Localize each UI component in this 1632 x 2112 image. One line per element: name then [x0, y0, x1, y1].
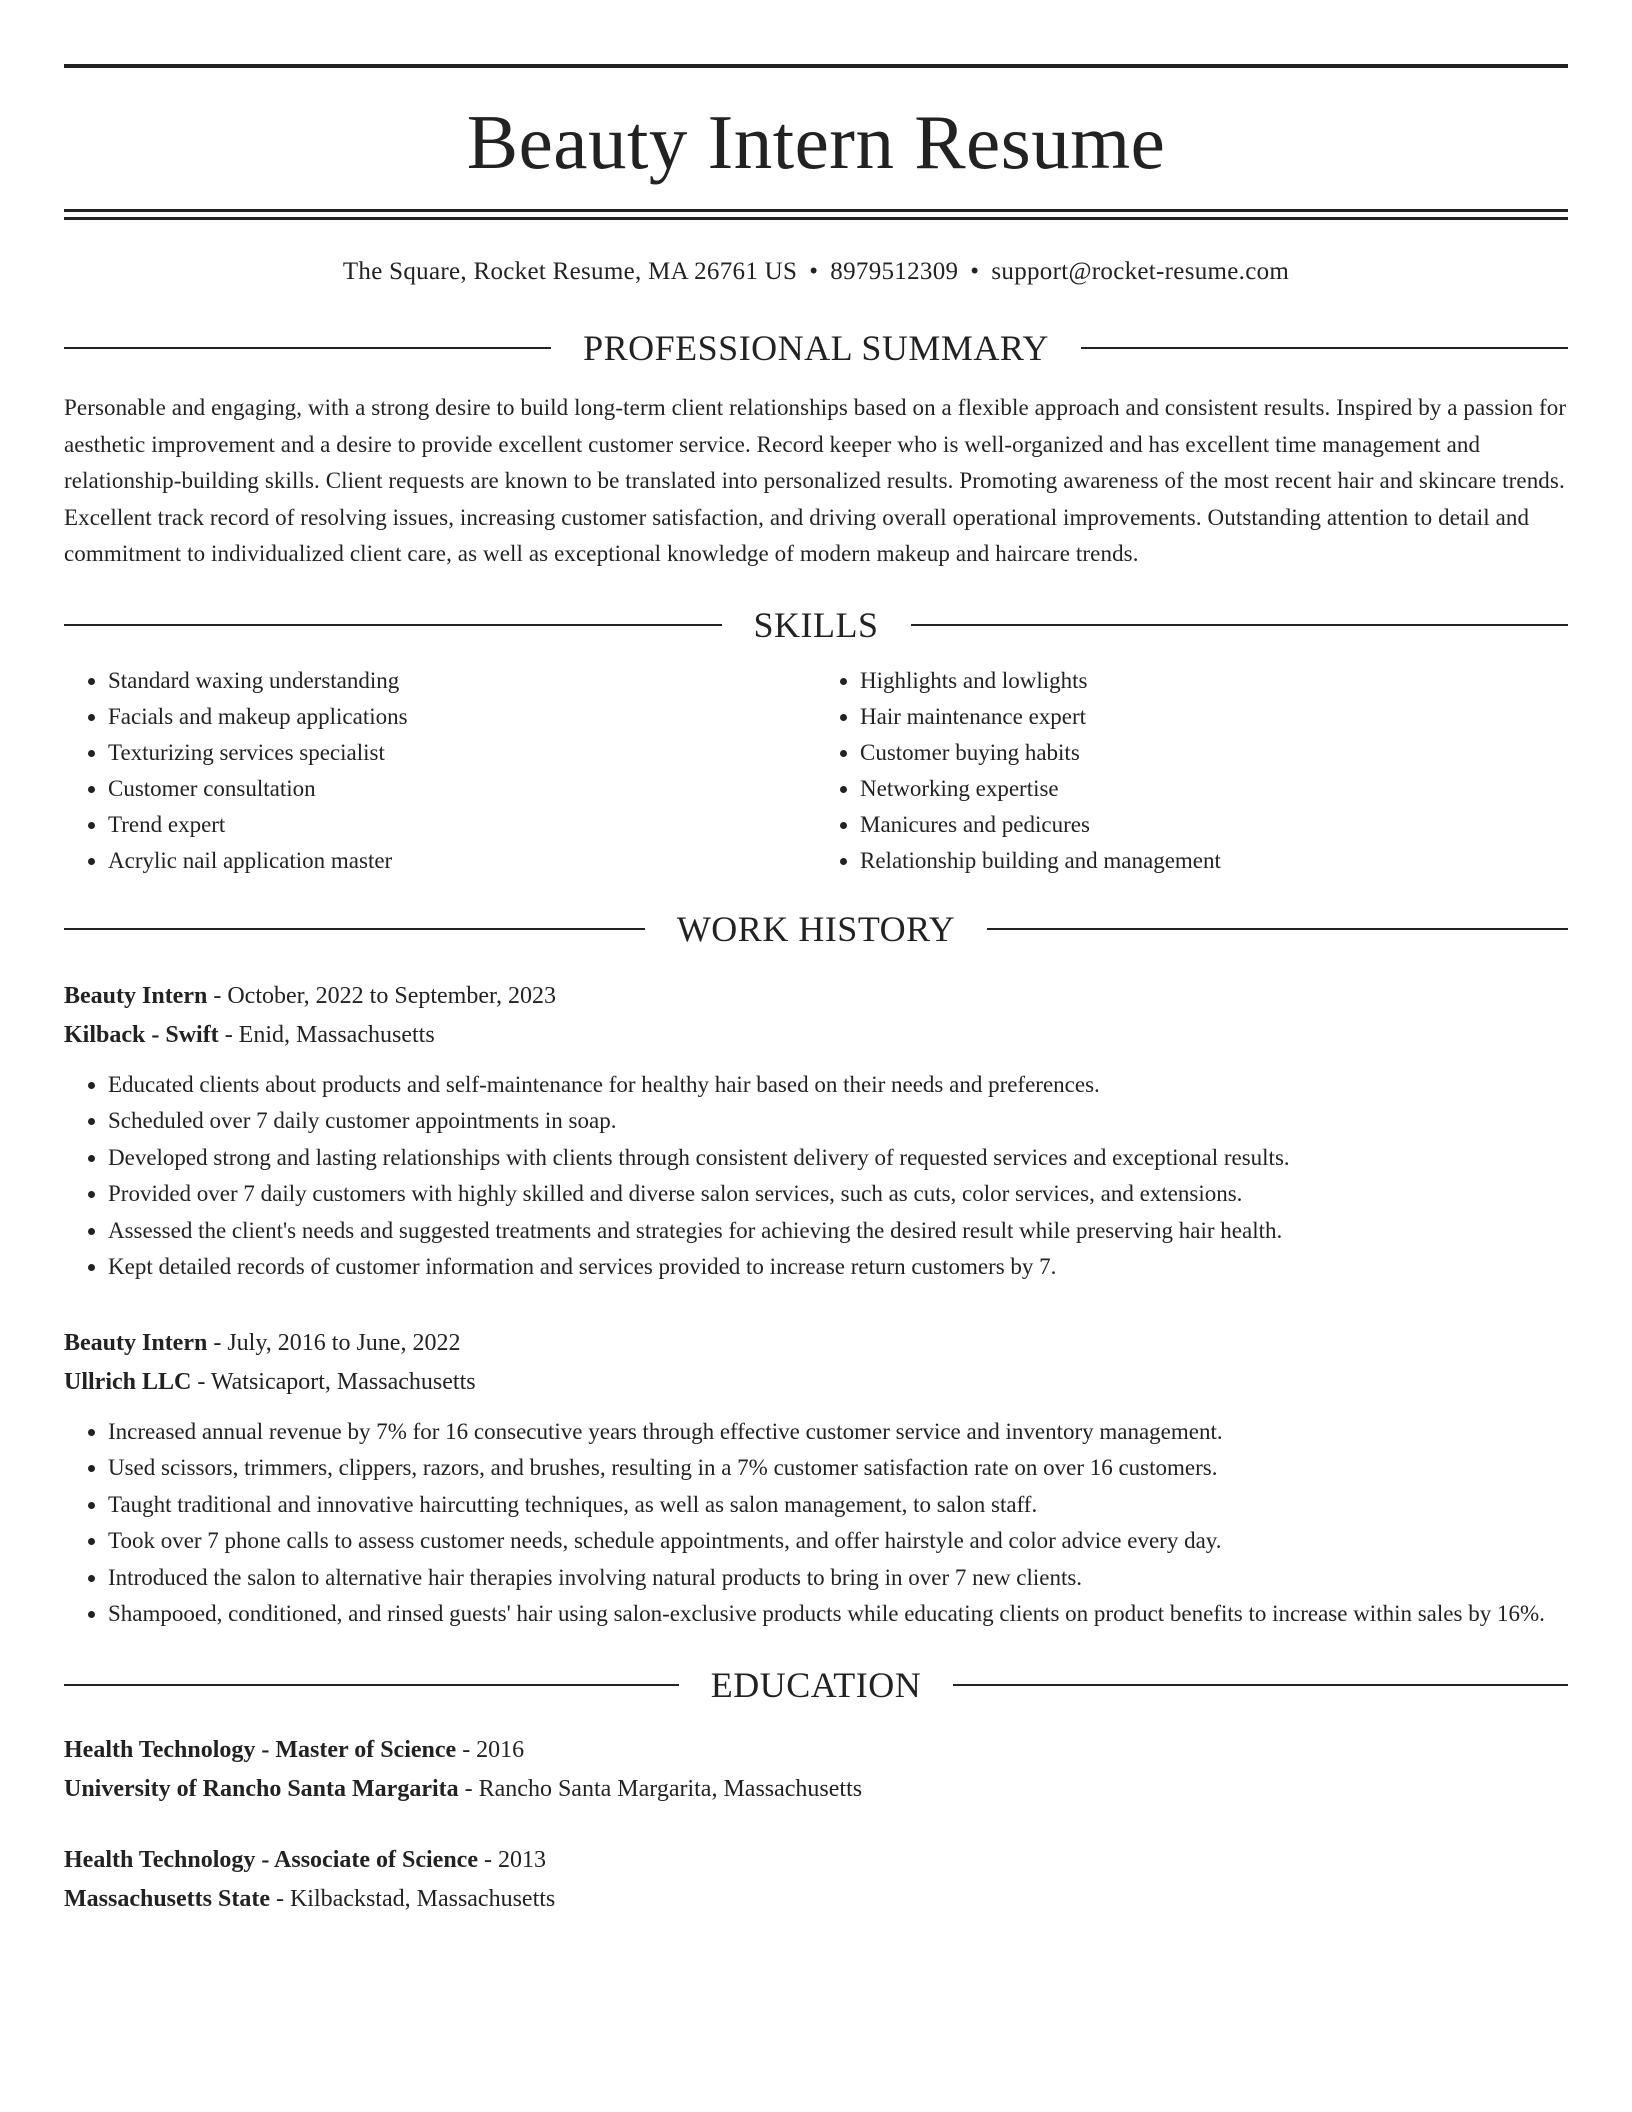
contact-phone: 8979512309 — [830, 258, 959, 285]
skill-item: • Relationship building and management — [860, 843, 1568, 879]
job-title-line — [64, 977, 1568, 1016]
education-school-line — [64, 1770, 1568, 1809]
education-section-heading — [64, 1664, 1568, 1705]
job-title: Beauty Intern — [64, 1329, 208, 1356]
skill-item: • Customer buying habits — [860, 735, 1568, 771]
contact-separator: • — [809, 258, 819, 285]
heading-rule — [64, 347, 551, 349]
job-dates: - October, 2022 to September, 2023 — [207, 982, 557, 1009]
education-location: - Rancho Santa Margarita, Massachusetts — [458, 1775, 863, 1802]
job-location: - Enid, Massachusetts — [218, 1021, 435, 1048]
skill-item: • Facials and makeup applications — [108, 699, 816, 735]
skill-item: • Manicures and pedicures — [860, 807, 1568, 843]
skills-column-left — [64, 663, 816, 879]
resume-title: Beauty Intern Resume — [466, 99, 1166, 185]
education-entry — [64, 1731, 1568, 1809]
job-entry — [64, 977, 1568, 1286]
education-year: - 2016 — [456, 1736, 525, 1763]
education-degree-line — [64, 1731, 1568, 1770]
skill-item: • Standard waxing understanding — [108, 663, 816, 699]
skill-item: • Highlights and lowlights — [860, 663, 1568, 699]
education-school: Massachusetts State — [64, 1885, 270, 1912]
skills-section-heading — [64, 604, 1568, 645]
education-degree: Health Technology - Associate of Science — [64, 1846, 478, 1873]
job-bullet: • Took over 7 phone calls to assess customer needs, schedule appointments, and offer hairstyle and color advice every day. — [108, 1523, 1568, 1560]
job-dates: - July, 2016 to June, 2022 — [207, 1329, 461, 1356]
heading-rule — [987, 928, 1568, 930]
heading-rule — [64, 624, 722, 626]
job-location: - Watsicaport, Massachusetts — [191, 1368, 476, 1395]
education-degree: Health Technology - Master of Science — [64, 1736, 457, 1763]
job-bullet: • Used scissors, trimmers, clippers, razors, and brushes, resulting in a 7% customer satisfaction rate on over 16 customers. — [108, 1450, 1568, 1487]
education-entry — [64, 1841, 1568, 1919]
summary-heading: PROFESSIONAL SUMMARY — [583, 328, 1049, 368]
education-heading: EDUCATION — [710, 1664, 922, 1705]
contact-separator: • — [970, 258, 980, 285]
contact-line — [64, 258, 1568, 286]
job-company-line — [64, 1363, 1568, 1402]
heading-rule — [911, 624, 1569, 626]
job-bullet: • Assessed the client's needs and suggested treatments and strategies for achieving the desired result while preserving hair health. — [108, 1213, 1568, 1250]
job-title-line — [64, 1324, 1568, 1363]
job-company: Ullrich LLC — [64, 1368, 192, 1395]
skills-heading: SKILLS — [753, 604, 879, 645]
skills-column-right — [816, 663, 1568, 879]
heading-rule — [953, 1684, 1568, 1686]
job-bullet: • Shampooed, conditioned, and rinsed guests' hair using salon-exclusive products while educating clients on product benefits to increase within sales by 16%. — [108, 1596, 1568, 1633]
job-bullet: • Taught traditional and innovative haircutting techniques, as well as salon management, to salon staff. — [108, 1487, 1568, 1524]
job-bullets — [64, 1067, 1568, 1286]
job-bullet: • Scheduled over 7 daily customer appointments in soap. — [108, 1103, 1568, 1140]
skill-item: • Networking expertise — [860, 771, 1568, 807]
education-location: - Kilbackstad, Massachusetts — [269, 1885, 556, 1912]
skills-list — [64, 663, 1568, 879]
job-bullet: • Kept detailed records of customer information and services provided to increase return customers by 7. — [108, 1249, 1568, 1286]
education-year: - 2013 — [477, 1846, 546, 1873]
job-title: Beauty Intern — [64, 982, 208, 1009]
skill-item: • Texturizing services specialist — [108, 735, 816, 771]
heading-rule — [1081, 347, 1568, 349]
job-bullet: • Increased annual revenue by 7% for 16 consecutive years through effective customer service and inventory management. — [108, 1414, 1568, 1451]
skill-item: • Trend expert — [108, 807, 816, 843]
heading-rule — [64, 1684, 679, 1686]
contact-address: The Square, Rocket Resume, MA 26761 US — [342, 258, 798, 285]
job-bullet: • Introduced the salon to alternative hair therapies involving natural products to bring in over 7 new clients. — [108, 1560, 1568, 1597]
work-heading: WORK HISTORY — [676, 908, 956, 949]
job-bullet: • Developed strong and lasting relationships with clients through consistent delivery of requested services and exceptional results. — [108, 1140, 1568, 1177]
job-bullets — [64, 1414, 1568, 1633]
top-rule — [64, 64, 1568, 68]
job-entry — [64, 1324, 1568, 1633]
skill-item: • Acrylic nail application master — [108, 843, 816, 879]
skill-item: • Customer consultation — [108, 771, 816, 807]
heading-rule — [64, 928, 645, 930]
contact-email: support@rocket-resume.com — [991, 258, 1290, 285]
education-school: University of Rancho Santa Margarita — [64, 1775, 459, 1802]
education-degree-line — [64, 1841, 1568, 1880]
job-bullet: • Educated clients about products and self-maintenance for healthy hair based on their needs and preferences. — [108, 1067, 1568, 1104]
skill-item: • Hair maintenance expert — [860, 699, 1568, 735]
job-company-line — [64, 1016, 1568, 1055]
job-company: Kilback - Swift — [64, 1021, 219, 1048]
education-school-line — [64, 1880, 1568, 1919]
title-double-rule — [64, 209, 1568, 220]
summary-text: Personable and engaging, with a strong desire to build long-term client relationships based on a flexible approach and consistent results. Inspired by a passion for aesthetic improvement and a desire to provide excellent customer service. Record keeper who is well-organized and has excellent time management and relationship-building skills. Client requests are known to be translated into personalized results. Promoting awareness of the most recent hair and skincare trends. Excellent track record of resolving issues, increasing customer satisfaction, and driving overall operational improvements. Outstanding attention to detail and commitment to individualized client care, as well as exceptional knowledge of modern makeup and haircare trends. — [64, 395, 1567, 566]
work-section-heading — [64, 908, 1568, 949]
summary-section-heading — [64, 330, 1568, 366]
job-bullet: • Provided over 7 daily customers with highly skilled and diverse salon services, such as cuts, color services, and extensions. — [108, 1176, 1568, 1213]
